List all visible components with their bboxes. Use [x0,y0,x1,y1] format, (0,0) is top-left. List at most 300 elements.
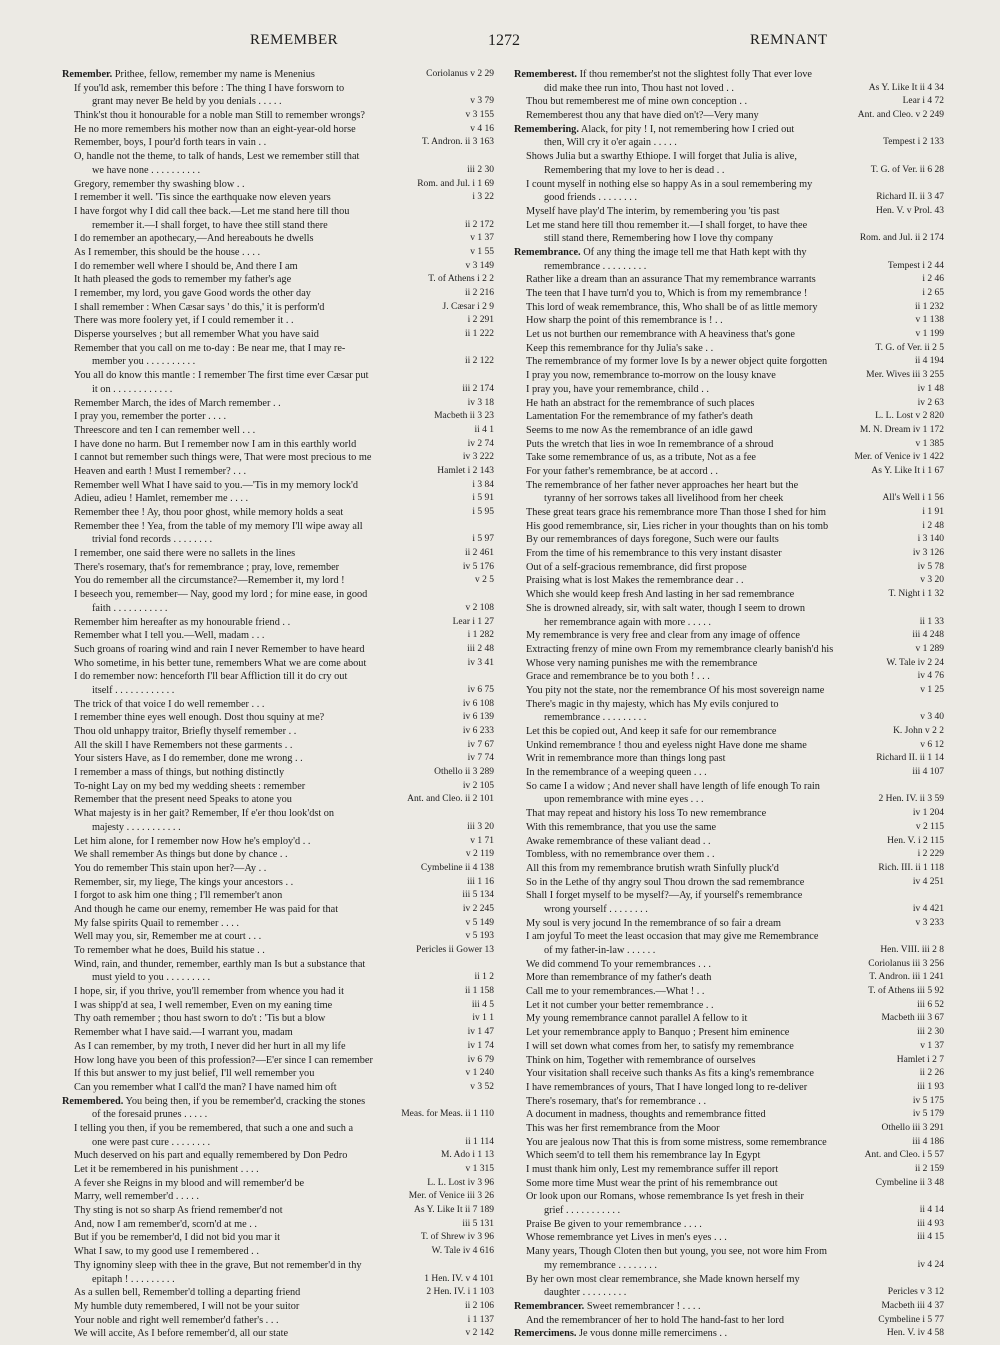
quotation-text: My young remembrance cannot parallel A fellow to it [526,1013,748,1025]
entry-line [514,164,944,178]
citation-reference: 1 Hen. IV. v 4 101 [420,1273,494,1287]
entry-line [514,1149,944,1163]
entry-line [62,1149,494,1163]
entry-line [514,1190,944,1204]
entry-line [62,369,494,383]
citation-reference: L. L. Lost iv 3 96 [423,1177,494,1191]
citation-reference: iv 6 139 [459,711,494,725]
entry-line [62,109,494,123]
quotation-text: Much deserved on his part and equally remembered by Don Pedro [74,1150,348,1162]
quotation-text: it on . . . . . . . . . . . . [92,383,173,395]
entry-line [62,1163,494,1177]
citation-reference: Macbeth iii 4 37 [877,1300,944,1314]
citation-reference: M. Ado i 1 13 [437,1149,494,1163]
quotation-text: Shall I forget myself to be myself?—Ay, if yourself's remembrance [526,890,803,902]
entry-line [514,657,944,671]
quotation-text: What majesty is in her gait? Remember, If e'er thou look'dst on [74,808,335,820]
citation-reference: ii 2 122 [461,355,494,369]
entry-line [62,314,494,328]
entry-line [514,287,944,301]
citation-reference: T. Andron. iii 1 241 [865,971,944,985]
citation-reference: v 3 20 [916,574,944,588]
entry-line [62,1081,494,1095]
quotation-text: Of any thing the image tell me that Hath kept with thy [580,246,807,258]
entry-line [62,191,494,205]
citation-reference: T. G. of Ver. ii 6 28 [867,164,944,178]
quotation-text: Threescore and ten I can remember well . . . [74,424,256,436]
quotation-text: I remember a mass of things, but nothing distinctly [74,767,285,779]
entry-line [514,711,944,725]
quotation-text: Adieu, adieu ! Hamlet, remember me . . . . [74,493,249,505]
entry-line [62,1300,494,1314]
entry-line [514,465,944,479]
quotation-text: You do remember This stain upon her?—Ay . . [74,862,267,874]
quotation-text: Such groans of roaring wind and rain I never Remember to have heard [74,643,365,655]
quotation-text: did make thee run into, Thou hast not loved . . [544,82,734,94]
quotation-text: How sharp the point of this remembrance is ! . . [526,315,723,327]
citation-reference: As Y. Like It ii 7 189 [410,1204,494,1218]
quotation-text: Many years, Though Cloten then but young, you see, not wore him From [526,1246,827,1258]
quotation-text: Thy oath remember ; thou hast sworn to do't : 'Tis but a blow [74,1013,326,1025]
quotation-text: A document in madness, thoughts and remembrance fitted [526,1109,766,1121]
citation-reference: M. N. Dream iv 1 172 [856,424,944,438]
quotation-text: To remember what he does, Build his statue . . [74,945,265,956]
entry-line [62,574,494,588]
entry-line [62,465,494,479]
citation-reference: iii 5 134 [458,889,494,903]
citation-reference: Ant. and Cleo. v 2 249 [854,109,944,123]
quotation-text: epitaph ! . . . . . . . . . [92,1273,175,1285]
citation-reference: iii 2 30 [913,1026,944,1040]
entry-line [62,999,494,1013]
entry-line [514,616,944,630]
citation-reference: Meas. for Meas. ii 1 110 [397,1108,494,1122]
quotation-text: Think on him, Together with remembrance of ourselves [526,1054,756,1066]
entry-line [514,1136,944,1150]
right-column [514,68,944,1338]
quotation-text: So came I a widow ; And never shall have length of life enough To rain [526,780,820,792]
citation-reference: iv 1 48 [914,383,944,397]
entry-line [514,793,944,807]
quotation-text: Keep this remembrance for thy Julia's sake . . [526,342,714,354]
citation-reference: v 3 52 [466,1081,494,1095]
citation-reference: Hen. V. v Prol. 43 [872,205,944,219]
quotation-text: If this but answer to my just belief, I'll well remember you [74,1068,315,1080]
entry-line [514,68,944,82]
citation-reference: iv 6 233 [459,725,494,739]
entry-line [62,752,494,766]
entry-line [514,821,944,835]
citation-reference: T. of Athens iii 5 92 [864,985,944,999]
quotation-text: From the time of his remembrance to this very instant disaster [526,548,782,560]
quotation-text: There's magic in thy majesty, which has My evils conjured to [526,698,779,710]
header-left-keyword: REMEMBER [250,32,339,48]
quotation-text: So in the Lethe of thy angry soul Thou drown the sad remembrance [526,876,805,888]
citation-reference: iv 2 63 [914,397,944,411]
quotation-text: good friends . . . . . . . . [544,192,637,204]
quotation-text: Let him alone, for I remember now How he's employ'd . . [74,835,311,847]
entry-line [514,232,944,246]
citation-reference: Ant. and Cleo. ii 2 101 [403,793,494,807]
entry-line [62,1054,494,1068]
entry-line [514,1259,944,1273]
quotation-text: daughter . . . . . . . . . [544,1287,627,1299]
quotation-text: If thou remember'st not the slightest folly That ever love [577,69,813,80]
entry-line [514,643,944,657]
quotation-text: But if you be remember'd, I did not bid you mar it [74,1232,281,1244]
citation-reference: Macbeth iii 3 67 [877,1012,944,1026]
entry-line [62,82,494,96]
quotation-text: Marry, well remember'd . . . . . [74,1191,199,1203]
quotation-text: Thou old unhappy traitor, Briefly thyself remember . . [74,726,297,737]
quotation-text: I cannot but remember such things were, That were most precious to me [74,452,372,464]
quotation-text: Rather like a dream than an assurance That my remembrance warrants [526,274,816,286]
quotation-text: I pray you, have your remembrance, child . . [526,383,709,395]
entry-line [62,684,494,698]
quotation-text: Let it be remembered in his punishment . . . . [74,1164,259,1175]
entry-line [514,780,944,794]
quotation-text: I remember thine eyes well enough. Dost thou squiny at me? [74,712,325,724]
quotation-text: I was shipp'd at sea, I well remember, Even on my eaning time [74,999,333,1011]
citation-reference: All's Well i 1 56 [879,492,944,506]
citation-reference: v 3 233 [912,917,945,931]
quotation-text: Remember thee ! Yea, from the table of my memory I'll wipe away all [74,520,363,532]
citation-reference: iii 4 5 [468,999,494,1013]
citation-reference: As Y. Like It ii 4 34 [865,82,944,96]
quotation-text: Lamentation For the remembrance of my father's death [526,411,753,423]
entry-line [62,862,494,876]
quotation-text: The trick of that voice I do well remember . . . [74,698,265,710]
citation-reference: v 6 12 [916,739,944,753]
quotation-text: With this remembrance, that you use the same [526,821,717,833]
entry-line [62,451,494,465]
quotation-text: The remembrance of my former love Is by a newer object quite forgotten [526,356,828,368]
entry-line [62,424,494,438]
entry-line [62,1231,494,1245]
citation-reference: v 1 199 [912,328,945,342]
entry-line [514,1300,944,1314]
quotation-text: Remember, sir, my liege, The kings your ancestors . . [74,876,294,888]
entry-line [514,1314,944,1328]
entry-line [514,123,944,137]
quotation-text: All this from my remembrance brutish wrath Sinfully pluck'd [526,862,779,874]
quotation-text: upon remembrance with mine eyes . . . [544,794,704,806]
quotation-text: Awake remembrance of these valiant dead . . [526,835,711,847]
citation-reference: J. Cæsar i 2 9 [439,301,494,315]
quotation-text: We will accite, As I before remember'd, all our state [74,1328,289,1338]
citation-reference: iii 4 93 [913,1218,944,1232]
entry-line [514,1054,944,1068]
citation-reference: T. of Shrew iv 3 96 [417,1231,494,1245]
citation-reference: iv 2 105 [459,780,494,794]
quotation-text: Prithee, fellow, remember my name is Menenius [112,69,315,80]
entry-line [62,150,494,164]
entry-line [514,971,944,985]
entry-line [514,506,944,520]
citation-reference: Rom. and Jul. i 1 69 [413,178,494,192]
citation-reference: ii 2 172 [461,219,494,233]
quotation-text: Thou but rememberest me of mine own conception . . [526,96,748,108]
quotation-text: The teen that I have turn'd you to, Which is from my remembrance ! [526,288,808,299]
citation-reference: v 2 119 [462,848,494,862]
quotation-text: itself . . . . . . . . . . . . [92,684,175,696]
quotation-text: Tombless, with no remembrance over them . . [526,849,715,861]
entry-line [62,670,494,684]
quotation-text: Je vous donne mille remercimens . . [576,1328,728,1338]
quotation-text: By our remembrances of days foregone, Such were our faults [526,534,779,546]
quotation-text: Praise Be given to your remembrance . . . . [526,1218,702,1230]
quotation-text: then, Will cry it o'er again . . . . . [544,137,677,149]
entry-line [62,958,494,972]
quotation-text: This was her first remembrance from the Moor [526,1122,720,1134]
entry-line [62,287,494,301]
citation-reference: Richard II. ii 3 47 [872,191,944,205]
entry-line [62,1273,494,1287]
quotation-text: My humble duty remembered, I will not be your suitor [74,1300,300,1312]
quotation-text: Call me to your remembrances.—What ! . . [526,986,705,998]
citation-reference: ii 4 14 [916,1204,944,1218]
citation-reference: i 1 282 [464,629,494,643]
entry-line [62,1136,494,1150]
citation-reference: As Y. Like It i 1 67 [867,465,944,479]
quotation-text: Remember that you call on me to-day : Be near me, that I may re- [74,342,346,354]
quotation-text: Sweet remembrancer ! . . . . [584,1300,701,1312]
quotation-text: Let your remembrance apply to Banquo ; Present him eminence [526,1027,790,1039]
quotation-text: Shows Julia but a swarthy Ethiope. I will forget that Julia is alive, [526,151,797,163]
entry-line [514,670,944,684]
entry-line [62,903,494,917]
entry-line [62,848,494,862]
citation-reference: ii 2 26 [916,1067,944,1081]
citation-reference: T. of Athens i 2 2 [424,273,494,287]
entry-line [514,533,944,547]
citation-reference: iv 4 24 [914,1259,944,1273]
citation-reference: v 2 108 [462,602,495,616]
entry-line [514,328,944,342]
entry-line [514,588,944,602]
citation-reference: ii 1 158 [461,985,494,999]
entry-line [62,342,494,356]
citation-reference: Coriolanus v 2 29 [422,68,494,82]
quotation-text: Let us not burthen our remembrance with A heaviness that's gone [526,329,795,341]
quotation-text: I do remember now: henceforth I'll bear Affliction till it do cry out [74,671,348,683]
quotation-text: Extracting frenzy of mine own From my remembrance clearly banish'd his [526,643,834,655]
quotation-text: Who sometime, in his better tune, remembers What we are come about [74,657,367,669]
quotation-text: Heaven and earth ! Must I remember? . . . [74,465,247,477]
citation-reference: Tempest i 2 44 [884,260,944,274]
citation-reference: Hamlet i 2 7 [893,1054,944,1068]
entry-line [514,547,944,561]
citation-reference: v 3 79 [466,95,494,109]
quotation-text: I count myself in nothing else so happy As in a soul remembering my [526,178,813,190]
citation-reference: Lear i 4 72 [899,95,944,109]
quotation-text: Let it not cumber your better remembrance . . [526,999,714,1011]
quotation-text: my remembrance . . . . . . . . [544,1259,657,1271]
quotation-text: Alack, for pity ! I, not remembering how I cried out [578,123,795,135]
entry-line [62,711,494,725]
entry-line [62,944,494,958]
headword: Rememberest. [514,69,577,80]
entry-line [62,1122,494,1136]
citation-reference: Mer. of Venice iii 3 26 [405,1190,494,1204]
entry-line [514,876,944,890]
quotation-text: we have none . . . . . . . . . . [92,164,201,176]
entry-line [514,1327,944,1338]
citation-reference: Cymbeline ii 4 138 [417,862,494,876]
headword: Remember. [62,69,113,80]
entry-line [62,232,494,246]
entry-line [514,889,944,903]
citation-reference: v 1 55 [466,246,494,260]
quotation-text: remembrance . . . . . . . . . [544,712,647,724]
quotation-text: Remember well What I have said to you.—'Tis in my memory lock'd [74,479,358,491]
citation-reference: i 2 229 [914,848,944,862]
entry-line [514,82,944,96]
entry-line [62,985,494,999]
quotation-text: I will set down what comes from her, to satisfy my remembrance [526,1040,794,1052]
entry-line [62,1040,494,1054]
entry-line [62,1095,494,1109]
quotation-text: Myself have play'd The interim, by remembering you 'tis past [526,205,780,217]
entry-line [62,602,494,616]
citation-reference: Cymbeline i 5 77 [874,1314,944,1328]
quotation-text: Remember thee ! Ay, thou poor ghost, while memory holds a seat [74,507,344,518]
quotation-text: These great tears grace his remembrance more Than those I shed for him [526,507,827,518]
entry-line [514,903,944,917]
quotation-text: I remember, my lord, you gave Good words the other day [74,288,311,299]
citation-reference: iii 4 248 [908,629,944,643]
entry-line [62,383,494,397]
quotation-text: My soul is very jocund In the remembrance of so fair a dream [526,917,782,929]
quotation-text: It hath pleased the gods to remember my father's age [74,274,292,286]
quotation-text: member you . . . . . . . . . . [92,356,196,368]
citation-reference: iv 5 78 [914,561,944,575]
quotation-text: Whose remembrance yet Lives in men's eyes . . . [526,1232,727,1244]
citation-reference: Lear i 1 27 [449,616,494,630]
citation-reference: Richard II. ii 1 14 [872,752,944,766]
quotation-text: I do remember well where I should be, And there I am [74,260,298,272]
citation-reference: v 4 16 [466,123,494,137]
citation-reference: ii 1 2 [470,971,494,985]
entry-line [514,574,944,588]
citation-reference: iv 2 245 [459,903,494,917]
citation-reference: iii 1 93 [913,1081,944,1095]
entry-line [514,219,944,233]
citation-reference: i 2 46 [918,273,944,287]
quotation-text: Remember what I have said.—I warrant you, madam [74,1027,293,1039]
quotation-text: For your father's remembrance, be at accord . . [526,465,718,477]
citation-reference: iii 5 131 [458,1218,494,1232]
citation-reference: iii 4 15 [913,1231,944,1245]
entry-line [514,1040,944,1054]
citation-reference: ii 2 106 [461,1300,494,1314]
entry-line [514,1245,944,1259]
quotation-text: Remember, boys, I pour'd forth tears in vain . . [74,137,267,149]
entry-line [514,438,944,452]
citation-reference: v 5 149 [462,917,495,931]
quotation-text: I telling you then, if you be remembered, that such a one and such a [74,1122,354,1134]
entry-line [514,629,944,643]
quotation-text: Your visitation shall receive such thanks As fits a king's remembrance [526,1068,814,1080]
citation-reference: 2 Hen. IV. ii 3 59 [874,793,944,807]
entry-line [514,698,944,712]
quotation-text: Let me stand here till thou remember it.—I shall forget, to have thee [526,219,808,231]
quotation-text: wrong yourself . . . . . . . . [544,903,648,915]
entry-line [62,1190,494,1204]
citation-reference: Rich. III. ii 1 118 [874,862,944,876]
citation-reference: iii 4 107 [908,766,944,780]
entry-line [62,1259,494,1273]
quotation-text: grief . . . . . . . . . . . [544,1205,621,1217]
quotation-text: Gregory, remember thy swashing blow . . [74,178,245,190]
entry-line [62,835,494,849]
citation-reference: iv 1 204 [909,807,944,821]
quotation-text: I have forgot why I did call thee back.—Let me stand here till thou [74,205,350,217]
entry-line [514,383,944,397]
citation-reference: iv 6 75 [464,684,494,698]
citation-reference: i 3 22 [468,191,494,205]
entry-line [514,958,944,972]
entry-line [62,164,494,178]
quotation-text: Writ in remembrance more than things long past [526,753,726,765]
entry-line [514,150,944,164]
quotation-text: Rememberest thou any that have died on't?—Very many [526,110,759,122]
quotation-text: As I remember, this should be the house . . . . [74,246,261,258]
entry-line [62,95,494,109]
entry-line [62,807,494,821]
entry-line [62,1245,494,1259]
quotation-text: I must thank him only, Lest my remembrance suffer ill report [526,1164,779,1175]
entry-line [62,780,494,794]
entry-line [62,588,494,602]
entry-line [514,999,944,1013]
entry-line [514,1095,944,1109]
quotation-text: You all do know this mantle : I remember The first time ever Cæsar put [74,370,369,382]
entry-line [62,219,494,233]
entry-line [514,1231,944,1245]
citation-reference: iv 3 18 [464,397,494,411]
entry-line [514,862,944,876]
quotation-text: By her own most clear remembrance, she Made known herself my [526,1273,800,1285]
quotation-text: You are jealous now That this is from some mistress, some remembrance [526,1136,827,1148]
quotation-text: That may repeat and history his loss To new remembrance [526,808,767,820]
citation-reference: iii 1 16 [463,876,494,890]
citation-reference: L. L. Lost v 2 820 [871,410,944,424]
quotation-text: Or look upon our Romans, whose remembrance Is yet fresh in their [526,1191,804,1203]
quotation-text: My false spirits Quail to remember . . . . [74,917,240,929]
entry-line [514,301,944,315]
header-right-keyword: REMNANT [750,32,828,48]
quotation-text: tyranny of her sorrows takes all livelihood from her cheek [544,493,784,505]
citation-reference: v 2 5 [471,574,494,588]
entry-line [514,1286,944,1300]
entry-line [62,1327,494,1338]
quotation-text: Remember him hereafter as my honourable friend . . [74,616,291,628]
entry-line [62,506,494,520]
quotation-text: I am joyful To meet the least occasion that may give me Remembrance [526,931,819,943]
citation-reference: iii 3 20 [463,821,494,835]
quotation-text: You being then, if you be remember'd, cracking the stones [123,1095,366,1107]
citation-reference: iii 2 48 [463,643,494,657]
entry-line [514,95,944,109]
entry-line [62,821,494,835]
citation-reference: Pericles v 3 12 [884,1286,944,1300]
citation-reference: v 3 155 [462,109,495,123]
entry-line [514,451,944,465]
quotation-text: We shall remember As things but done by chance . . [74,849,288,861]
citation-reference: 2 Hen. IV. i 1 103 [422,1286,494,1300]
quotation-text: Out of a self-gracious remembrance, did first propose [526,561,747,573]
